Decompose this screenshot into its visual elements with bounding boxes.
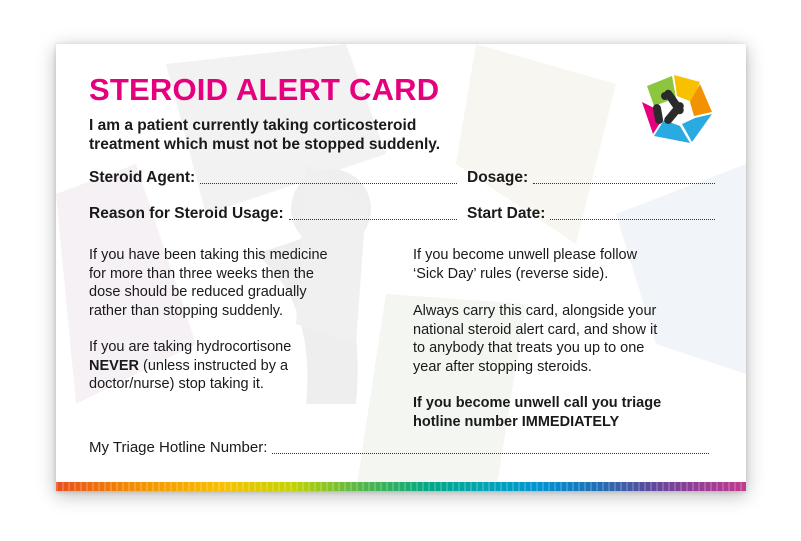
dosage-field[interactable]: [467, 168, 715, 187]
reason-field[interactable]: [89, 204, 457, 223]
dosage-label: Dosage:: [467, 169, 529, 186]
triage-call-paragraph: [413, 394, 733, 431]
carry-card-line-3: to anybody that treats you up to one: [413, 340, 645, 356]
start-date-label: Start Date:: [467, 205, 546, 222]
reason-line[interactable]: [289, 219, 457, 220]
hydrocortisone-line-3: doctor/nurse) stop taking it.: [89, 376, 264, 392]
steroid-agent-line[interactable]: [200, 183, 457, 184]
sick-day-line-2: ‘Sick Day’ rules (reverse side).: [413, 265, 609, 282]
steroid-alert-card: [56, 44, 746, 491]
carry-card-line-2: national steroid alert card, and show it: [413, 321, 658, 338]
triage-hotline-label: My Triage Hotline Number:: [89, 439, 268, 456]
carry-card-paragraph: [413, 302, 733, 376]
dosage-line[interactable]: [533, 183, 715, 184]
start-date-line[interactable]: [550, 219, 715, 220]
steroid-molecule-logo-icon: [640, 72, 714, 144]
taper-line-4: rather than stopping suddenly.: [89, 302, 284, 319]
subtitle-line-1: I am a patient currently taking corticosteroid: [89, 117, 417, 134]
start-date-field[interactable]: [467, 204, 715, 223]
never-emphasis: NEVER: [89, 357, 139, 374]
taper-paragraph: [89, 246, 409, 320]
card-subtitle: [89, 116, 609, 154]
subtitle-line-2: treatment which must not be stopped suddenly.: [89, 136, 441, 153]
hydrocortisone-line-1: If you are taking hydrocortisone: [89, 339, 292, 355]
triage-call-line-2: hotline number IMMEDIATELY: [413, 413, 620, 430]
card-title: STEROID ALERT CARD: [89, 72, 440, 107]
taper-line-3: dose should be reduced gradually: [89, 284, 307, 300]
triage-hotline-line[interactable]: [272, 453, 709, 454]
carry-card-line-4: year after stopping steroids.: [413, 358, 592, 375]
rainbow-stripe-texture: [56, 482, 746, 491]
sick-day-paragraph: [413, 246, 733, 283]
sick-day-line-1: If you become unwell please follow: [413, 247, 638, 263]
reason-label: Reason for Steroid Usage:: [89, 205, 284, 222]
triage-call-line-1: If you become unwell call you triage: [413, 395, 662, 411]
steroid-agent-field[interactable]: [89, 168, 457, 187]
hydrocortisone-paragraph: [89, 338, 409, 394]
taper-line-2: for more than three weeks then the: [89, 265, 314, 282]
triage-hotline-field[interactable]: [89, 438, 709, 457]
steroid-agent-label: Steroid Agent:: [89, 169, 196, 186]
carry-card-line-1: Always carry this card, alongside your: [413, 303, 657, 319]
hydrocortisone-line-2: (unless instructed by a: [138, 357, 289, 374]
taper-line-1: If you have been taking this medicine: [89, 247, 328, 263]
